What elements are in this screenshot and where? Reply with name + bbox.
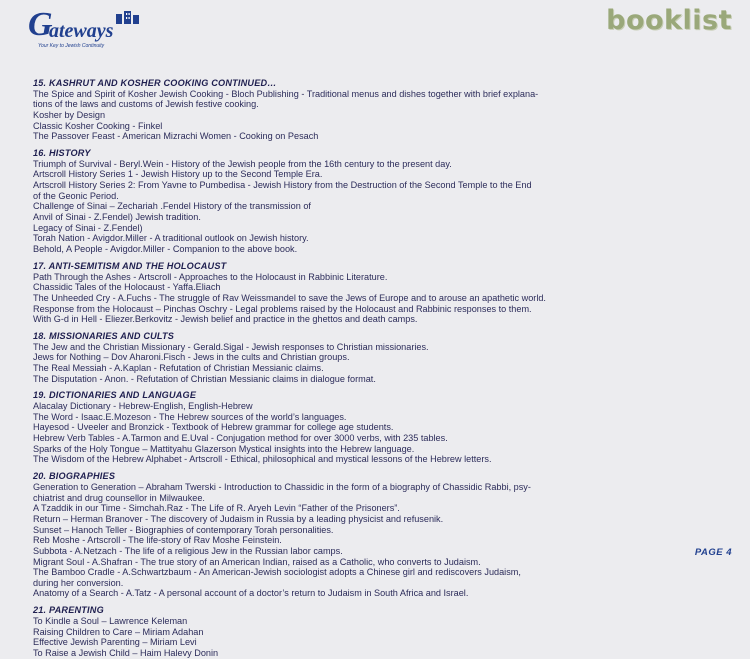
book-entry: With G-d in Hell - Eliezer.Berkovitz - Jewish belief and practice in the ghettos and death camps. <box>33 314 418 325</box>
book-entry: Triumph of Survival - Beryl.Wein - History of the Jewish people from the 16th century to the present day. <box>33 158 452 169</box>
page-header <box>0 0 750 78</box>
logo-tagline: Your Key to Jewish Continuity <box>38 43 105 49</box>
book-entry: Torah Nation - Avigdor.Miller - A traditional outlook on Jewish history. <box>33 233 309 244</box>
book-entry: tions of the laws and customs of Jewish festive cooking. <box>33 99 259 110</box>
book-entry: Sparks of the Holy Tongue – Mattityahu Glazerson Mystical insights into the Hebrew language. <box>33 443 415 454</box>
booklist-section <box>33 261 723 325</box>
book-entry: Chassidic Tales of the Holocaust - Yaffa.Eliach <box>33 282 221 293</box>
book-entry: Kosher by Design <box>33 109 106 120</box>
section-title: 15. KASHRUT AND KOSHER COOKING CONTINUED… <box>33 78 277 88</box>
book-entry: Jews for Nothing – Dov Aharoni.Fisch - Jews in the cults and Christian groups. <box>33 352 350 363</box>
gateways-logo[interactable] <box>28 6 148 49</box>
book-entry: Anvil of Sinai - Z.Fendel) Jewish tradition. <box>33 212 201 223</box>
booklist-section <box>33 390 723 465</box>
book-entry: Effective Jewish Parenting – Miriam Levi <box>33 637 197 648</box>
book-entry: The Spice and Spirit of Kosher Jewish Cooking - Bloch Publishing - Traditional menus and dishes together with brief explana- <box>33 88 539 99</box>
book-entry: A Tzaddik in our Time - Simchah.Raz - The Life of R. Aryeh Levin “Father of the Prisoners”. <box>33 503 400 514</box>
book-entry: To Raise a Jewish Child – Haim Halevy Donin <box>33 647 219 658</box>
book-entry: Hayesod - Uveeler and Bronzick - Textbook of Hebrew grammar for college age students. <box>33 422 394 433</box>
page-number: PAGE 4 <box>694 547 732 558</box>
section-title: 17. ANTI-SEMITISM AND THE HOLOCAUST <box>33 260 227 271</box>
book-entry: To Kindle a Soul – Lawrence Keleman <box>33 615 188 626</box>
book-entry: Migrant Soul - A.Shafran - The true story of an American Indian, raised as a Catholic, who converts to Judaism. <box>33 556 481 567</box>
book-entry: The Bamboo Cradle - A.Schwartzbaum - An American-Jewish sociologist adopts a Chinese girl and rediscovers Judaism, <box>33 567 521 578</box>
book-entry: Response from the Holocaust – Pinchas Oschry - Legal problems raised by the Holocaust and Rabbinic responses to them. <box>33 303 532 314</box>
booklist-section <box>33 331 723 384</box>
book-entry: Artscroll History Series 1 - Jewish History up to the Second Temple Era. <box>33 169 323 180</box>
book-entry: during her conversion. <box>33 577 124 588</box>
booklist-content <box>33 78 723 659</box>
book-entry: Behold, A People - Avigdor.Miller - Companion to the above book. <box>33 244 298 255</box>
section-title: 20. BIOGRAPHIES <box>33 471 116 482</box>
booklist-section <box>33 148 723 255</box>
book-entry: Artscroll History Series 2: From Yavne to Pumbedisa - Jewish History from the Destruction of the Second Temple to the End <box>33 180 532 191</box>
logo-wordmark: ateways <box>49 20 114 42</box>
book-entry: The Passover Feast - American Mizrachi Women - Cooking on Pesach <box>33 131 319 142</box>
book-entry: Challenge of Sinai – Zechariah .Fendel History of the transmission of <box>33 201 311 212</box>
section-title: 18. MISSIONARIES AND CULTS <box>33 331 175 341</box>
book-entry: The Wisdom of the Hebrew Alphabet - Artscroll - Ethical, philosophical and mystical lessons of the Hebrew letters. <box>33 454 492 465</box>
book-entry: Reb Moshe - Artscroll - The life-story of Rav Moshe Feinstein. <box>33 535 282 546</box>
section-title: 16. HISTORY <box>33 148 91 159</box>
section-title: 21. PARENTING <box>33 605 104 616</box>
book-entry: Alacalay Dictionary - Hebrew-English, English-Hebrew <box>33 401 253 412</box>
book-entry: Raising Children to Care – Miriam Adahan <box>33 626 204 637</box>
book-entry: The Word - Isaac.E.Mozeson - The Hebrew sources of the world’s languages. <box>33 411 347 422</box>
book-entry: Hebrew Verb Tables - A.Tarmon and E.Uval - Conjugation method for over 3000 verbs, with 235 tables. <box>33 433 448 444</box>
book-entry: Anatomy of a Search - A.Tatz - A personal account of a doctor’s return to Judaism in South Africa and Israel. <box>33 588 469 599</box>
logo-initial: G <box>28 6 53 43</box>
book-entry: Sunset – Hanoch Teller - Biographies of contemporary Torah personalities. <box>33 524 334 535</box>
book-entry: The Jew and the Christian Missionary - Gerald.Sigal - Jewish responses to Christian missionaries. <box>33 341 429 352</box>
booklist-section <box>33 78 723 142</box>
book-entry: of the Geonic Period. <box>33 190 119 201</box>
book-entry: Classic Kosher Cooking - Finkel <box>33 120 163 131</box>
book-entry: Subbota - A.Netzach - The life of a religious Jew in the Russian labor camps. <box>33 545 343 556</box>
book-entry: Return – Herman Branover - The discovery of Judaism in Russia by a leading physicist and refusenik. <box>33 513 444 524</box>
booklist-section <box>33 605 723 658</box>
book-entry: Path Through the Ashes - Artscroll - Approaches to the Holocaust in Rabbinic Literature. <box>33 271 388 282</box>
book-entry: The Unheeded Cry - A.Fuchs - The struggle of Rav Weissmandel to save the Jews of Europe and to arouse an apathetic world. <box>33 292 546 303</box>
section-title: 19. DICTIONARIES AND LANGUAGE <box>33 390 197 401</box>
book-entry: The Real Messiah - A.Kaplan - Refutation of Christian Messianic claims. <box>33 362 324 373</box>
booklist-section <box>33 471 723 599</box>
book-entry: The Disputation - Anon. - Refutation of Christian Messianic claims in dialogue format. <box>33 373 376 384</box>
book-entry: Generation to Generation – Abraham Twerski - Introduction to Chassidic in the form of a biography of Chassidic Rabbi, psy- <box>33 481 531 492</box>
building-icon <box>114 10 144 24</box>
book-entry: chiatrist and drug counsellor in Milwaukee. <box>33 492 205 503</box>
book-entry: Legacy of Sinai - Z.Fendel) <box>33 222 143 233</box>
booklist-banner-title: booklist <box>606 5 732 36</box>
